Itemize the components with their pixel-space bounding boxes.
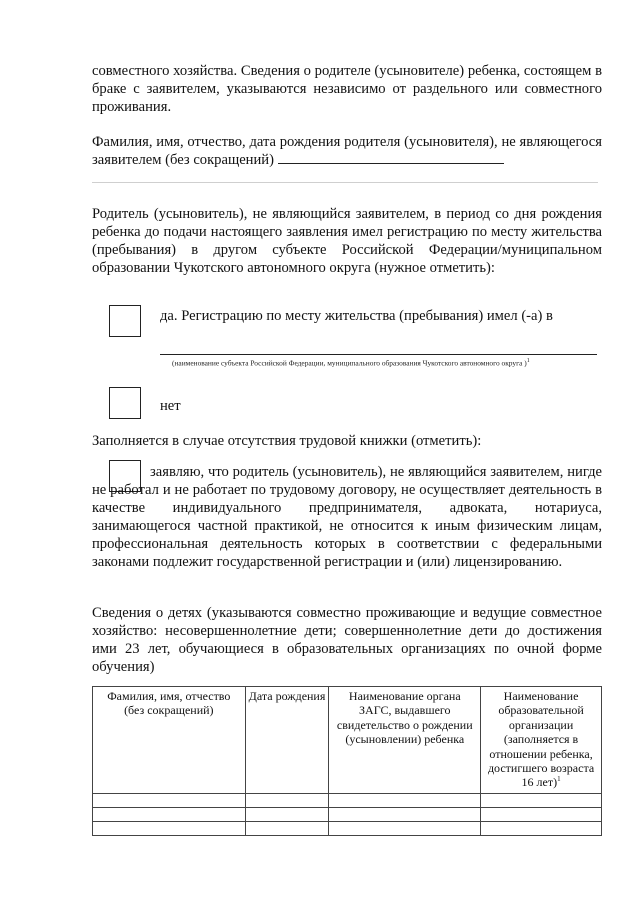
table-row — [93, 794, 602, 808]
intro-paragraph: совместного хозяйства. Сведения о родителе (усыновителе) ребенка, состоящем в браке с заявителем, указываются независимо от раздельного или совместного проживания. — [92, 63, 602, 115]
children-heading: Сведения о детях (указываются совместно проживающие и ведущие совместное хозяйство: несовершеннолетние дети; совершеннолетние дети до достижения ими 23 лет, обучающиеся в образовательных организациях по очной форме обучения) — [92, 605, 602, 675]
table-cell-full-name[interactable] — [93, 808, 246, 822]
column-header-full-name: Фамилия, имя, отчество (без сокращений) — [93, 687, 246, 794]
column-header-education — [481, 687, 602, 794]
column-header-registry-office: Наименование органа ЗАГС, выдавшего свидетельство о рождении (усыновлении) ребенка — [329, 687, 481, 794]
column-header-education-text: Наименование образовательной организации (заполняется в отношении ребенка, достигшего возраста 16 лет) — [487, 689, 595, 790]
option-yes-region-input-line[interactable] — [160, 354, 597, 355]
table-row — [93, 822, 602, 836]
table-cell-birth-date[interactable] — [245, 822, 329, 836]
table-cell-registry-office[interactable] — [329, 794, 481, 808]
option-yes-label: да. Регистрацию по месту жительства (пребывания) имел (-а) в — [160, 308, 553, 324]
option-no-checkbox[interactable] — [109, 387, 141, 419]
table-cell-registry-office[interactable] — [329, 808, 481, 822]
table-cell-full-name[interactable] — [93, 794, 246, 808]
option-no-label: нет — [160, 398, 181, 414]
table-cell-full-name[interactable] — [93, 822, 246, 836]
table-cell-education[interactable] — [481, 808, 602, 822]
option-yes-caption — [172, 357, 530, 367]
table-cell-education[interactable] — [481, 794, 602, 808]
parent-name-input-line[interactable] — [278, 151, 504, 164]
option-yes-checkbox[interactable] — [109, 305, 141, 337]
residence-question: Родитель (усыновитель), не являющийся заявителем, в период со дня рождения ребенка до подачи настоящего заявления имел регистрацию по месту жительства (пребывания) в другом субъекте Российской Федерации/муниципальном образовании Чукотского автономного округа (нужное отметить): — [92, 206, 602, 276]
table-row — [93, 808, 602, 822]
children-table — [92, 686, 602, 836]
column-header-education-footnote: 1 — [557, 775, 561, 784]
children-table-header — [93, 687, 602, 794]
work-book-heading: Заполняется в случае отсутствия трудовой книжки (отметить): — [92, 433, 482, 449]
table-cell-birth-date[interactable] — [245, 794, 329, 808]
table-cell-birth-date[interactable] — [245, 808, 329, 822]
table-cell-education[interactable] — [481, 822, 602, 836]
column-header-birth-date: Дата рождения — [245, 687, 329, 794]
table-cell-registry-office[interactable] — [329, 822, 481, 836]
parent-name-continuation-line[interactable] — [92, 182, 598, 183]
option-yes-caption-footnote: 1 — [526, 358, 530, 364]
work-statement: заявляю, что родитель (усыновитель), не являющийся заявителем, нигде не работал и не работает по трудовому договору, не осуществляет деятельность в качестве индивидуального предпринимателя, адвоката, нотариуса, занимающегося частной практикой, не относится к иным физическим лицам, профессиональная деятельность которых в соответствии с федеральными законами подлежит государственной регистрации и (или) лицензированию. — [92, 464, 602, 570]
parent-name-label — [92, 133, 602, 169]
parent-name-label-text: Фамилия, имя, отчество, дата рождения родителя (усыновителя), не являющегося заявителем (без сокращений) — [92, 134, 602, 168]
option-yes-caption-text: (наименование субъекта Российской Федерации, муниципального образования Чукотского автономного округа ) — [172, 358, 527, 368]
